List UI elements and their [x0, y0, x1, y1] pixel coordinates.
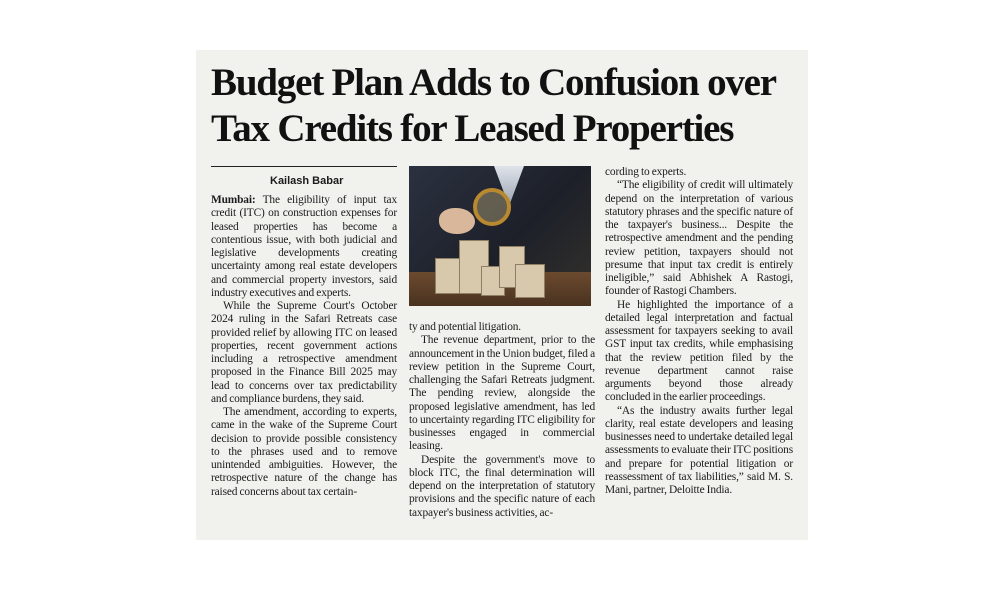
paragraph: [211, 194, 397, 300]
paragraph: While the Supreme Court's October 2024 ruling in the Safari Retreats case provided relief by allowing ITC on leased properties, recent government actions including a retrospective amendment proposed in the Finance Bill 2025 may lead to concerns over tax predictability and compliance burdens, they said.: [211, 300, 397, 405]
paragraph: The amendment, according to experts, came in the wake of the Supreme Court decision to provide possible consistency to the phrases used and to remove unintended ambiguities. However, the retrospective nature of the change has raised concerns about tax certain-: [211, 406, 397, 498]
paragraph: He highlighted the importance of a detailed legal interpretation and factual assessment for taxpayers seeking to avail GST input tax credits, while emphasising that the review petition filed by the revenue department cannot raise arguments beyond those already concluded in the earlier proceedings.: [605, 298, 793, 404]
article-column-3: [605, 166, 793, 497]
article-column-1: [211, 194, 397, 499]
byline-rule: [211, 166, 397, 167]
model-house-icon: [435, 258, 461, 294]
paragraph: “The eligibility of credit will ultimately depend on the interpretation of various statutory phrases and the specific nature of the taxpayer's business... Despite the retrospective amendment and the pending review petition, taxpayers should not presume that input tax credit is entirely ineligible,” said Abhishek A Rastogi, founder of Rastogi Chambers.: [605, 179, 793, 298]
magnifying-glass-icon: [473, 188, 511, 226]
headline-line-1: Budget Plan Adds to Confusion over: [211, 61, 776, 104]
paragraph: The revenue department, prior to the announcement in the Union budget, filed a review petition in the Supreme Court, challenging the Safari Retreats judgment. The pending review, alongside the proposed legislative amendment, has led to uncertainty regarding ITC eligibility for businesses engaged in commercial leasing.: [409, 334, 595, 453]
article-column-2: [409, 321, 595, 520]
paragraph: “As the industry awaits further legal clarity, real estate developers and leasing businesses need to undertake detailed legal assessments to evaluate their ITC positions and prepare for potential litigation or reassessment of tax liabilities,” said M. S. Mani, partner, Deloitte India.: [605, 404, 793, 496]
hand-shape: [439, 208, 475, 234]
dateline: Mumbai:: [211, 194, 256, 206]
magnifying-glass-houses-photo: [409, 166, 591, 306]
paragraph: ty and potential litigation.: [409, 321, 521, 333]
paragraph: Despite the government's move to block ITC, the final determination will depend on the interpretation of statutory provisions and the specific nature of each taxpayer's business activities, ac-: [409, 453, 595, 519]
paragraph-text: The eligibility of input tax credit (ITC) on construction expenses for leased properties has become a contentious issue, with both judicial and legislative developments creating uncertainty among real estate developers and commercial property investors, said industry executives and experts.: [211, 194, 397, 299]
paragraph: cording to experts.: [605, 166, 687, 178]
model-house-icon: [515, 264, 545, 298]
headline-line-2: Tax Credits for Leased Properties: [211, 107, 734, 150]
byline: Kailash Babar: [270, 175, 344, 187]
